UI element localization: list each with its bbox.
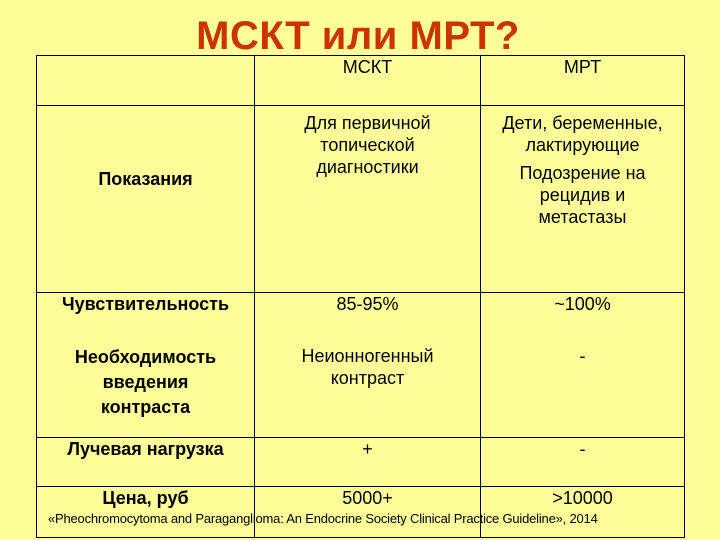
- table-row-sensitivity-contrast: [37, 293, 685, 438]
- row-label-contrast-line: введения: [102, 372, 189, 392]
- sensitivity-contrast-label-cell: [37, 293, 255, 438]
- radiation-mrt-value: -: [481, 438, 685, 487]
- contrast-mskt-line: контраст: [330, 368, 405, 388]
- indications-mrt-line: лактирующие: [525, 135, 640, 155]
- header-mskt: МСКТ: [255, 56, 481, 106]
- contrast-mskt-line: Неионногенный: [301, 346, 434, 366]
- indications-mrt-line: Подозрение на: [519, 163, 646, 183]
- indications-mrt-line: метастазы: [538, 207, 627, 227]
- indications-mrt-cell: [481, 106, 685, 293]
- comparison-table: [36, 55, 685, 538]
- indications-mskt-line: топической: [320, 135, 415, 155]
- price-mskt-value: 5000+: [255, 487, 481, 538]
- table-header-row: [37, 56, 685, 106]
- indications-mskt-cell: [255, 106, 481, 293]
- page-title: МСКТ или МРТ?: [196, 14, 520, 58]
- price-mrt-value: >10000: [481, 487, 685, 538]
- row-label-indications: Показания: [37, 106, 255, 293]
- footnote-citation: «Pheochromocytoma and Paraganglioma: An Endocrine Society Clinical Practice Guideline», 2014: [48, 511, 598, 526]
- radiation-mskt-value: +: [255, 438, 481, 487]
- row-label-radiation: Лучевая нагрузка: [37, 438, 255, 487]
- row-label-contrast-line: контраста: [100, 397, 191, 417]
- indications-mskt-line: диагностики: [316, 157, 419, 177]
- sensitivity-mrt-value: ~100%: [554, 294, 611, 314]
- indications-mrt-line: рецидив и: [539, 185, 626, 205]
- row-label-sensitivity: Чувствительность: [61, 294, 230, 314]
- table-row-indications: [37, 106, 685, 293]
- indications-mrt-line: Дети, беременные,: [502, 113, 663, 133]
- header-mrt: МРТ: [481, 56, 685, 106]
- header-empty-cell: [37, 56, 255, 106]
- sensitivity-mskt-value: 85-95%: [336, 294, 399, 314]
- contrast-mrt-value: -: [579, 346, 586, 366]
- table-row-radiation: [37, 438, 685, 487]
- indications-mskt-line: Для первичной: [304, 113, 431, 133]
- sensitivity-contrast-mrt-cell: [481, 293, 685, 438]
- row-label-contrast-line: Необходимость: [74, 347, 217, 367]
- sensitivity-contrast-mskt-cell: [255, 293, 481, 438]
- row-label-price: Цена, руб: [37, 487, 255, 538]
